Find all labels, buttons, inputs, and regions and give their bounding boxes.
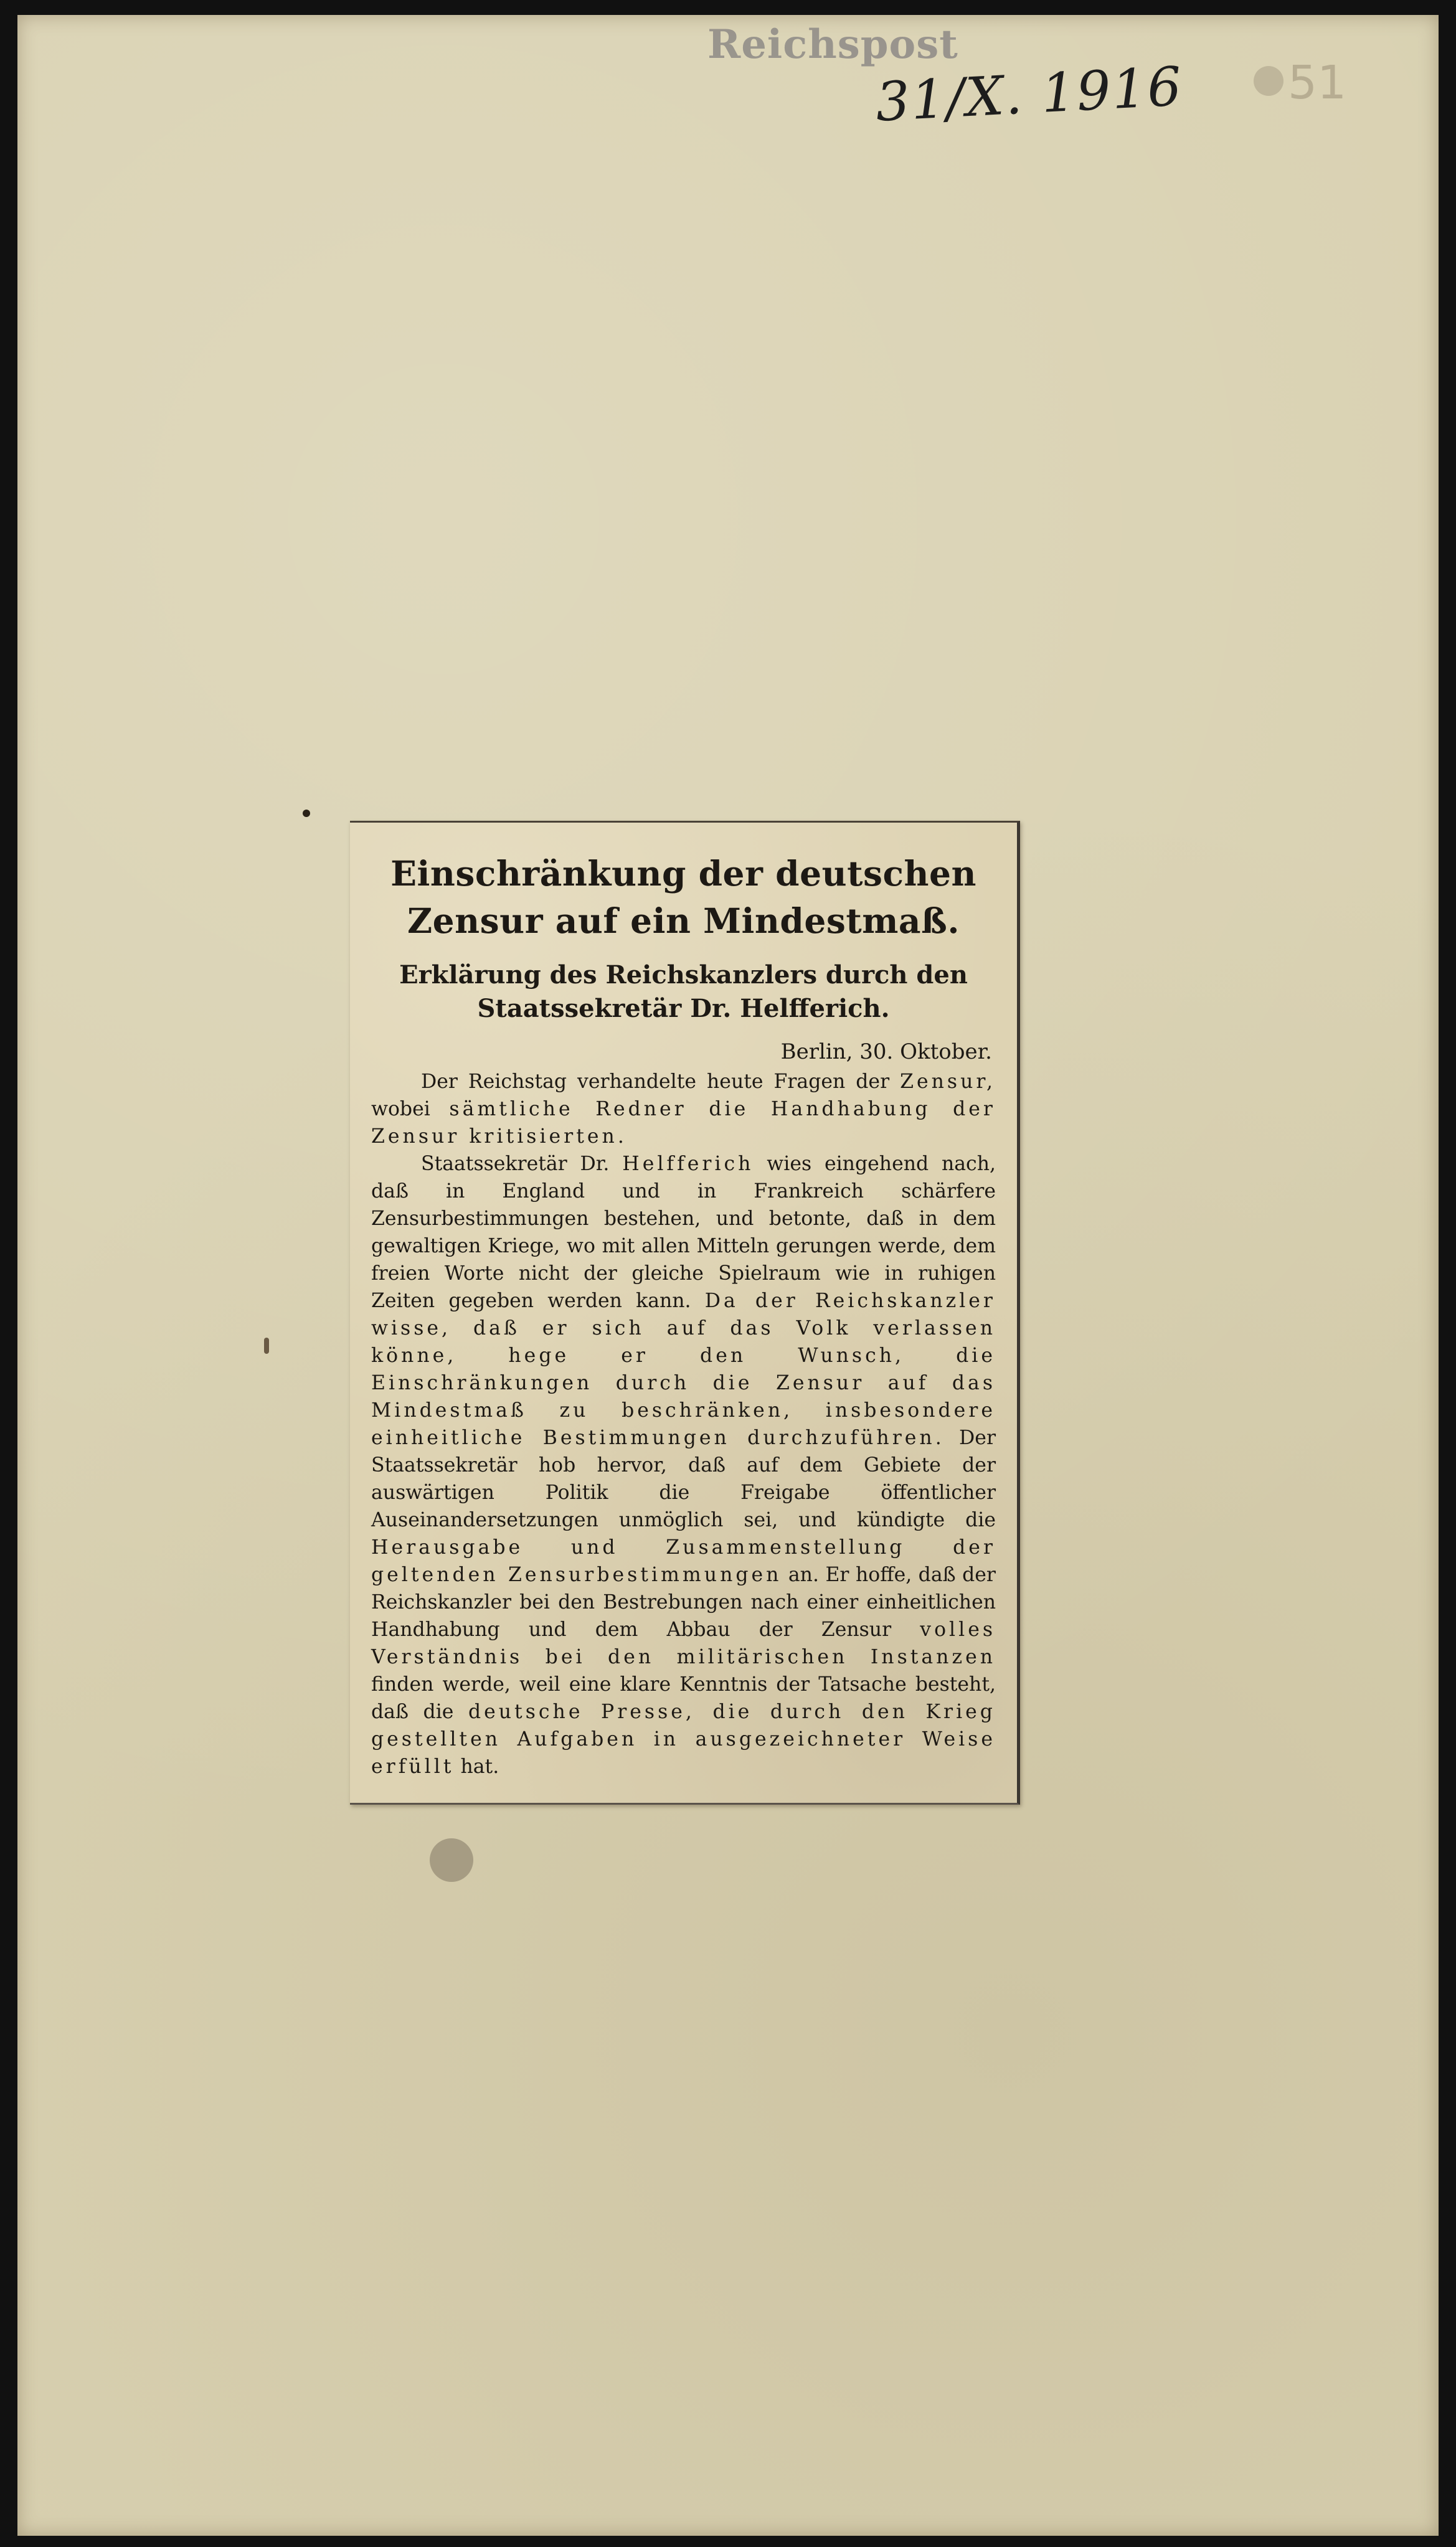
article-headline: Einschränkung der deutschen Zensur auf ein Mindestmaß. bbox=[390, 853, 976, 941]
paper-speck bbox=[303, 810, 310, 817]
spaced-emphasis: Da der Reichskanzler wisse, daß er sich auf das Volk verlassen könne, hege er den Wunsch, die Einschränkungen durch die Zensur auf das Mindestmaß zu beschränken, insbesondere einheitliche Bestimmungen durchzuführen. bbox=[371, 1290, 996, 1449]
handwritten-date: 31/X. 1916 bbox=[874, 55, 1184, 134]
text-run: Der Reichstag verhandelte heute Fragen der bbox=[421, 1070, 901, 1093]
text-run: wies eingehend nach, daß in England und in Frankreich schärfere Zensurbestimmungen bestehen, und betonte, daß in dem gewaltigen Kriege, wo mit allen Mitteln gerungen werde, dem freien Worte nicht der gleiche Spielraum wie in ruhigen Zeiten gegeben werden kann. bbox=[371, 1153, 996, 1312]
folio-number: 51 bbox=[1288, 56, 1347, 110]
newspaper-clipping bbox=[350, 821, 1020, 1805]
article-dateline: Berlin, 30. Oktober. bbox=[780, 1039, 992, 1064]
text-run: hat. bbox=[454, 1755, 499, 1778]
text-run: an. Er hoffe, daß der Reichskanzler bei den Bestrebungen nach einer einheitlichen Handhabung und dem Abbau der Zensur bbox=[371, 1564, 996, 1641]
text-run: wobei bbox=[371, 1098, 450, 1120]
text-run: Der Staatssekretär hob hervor, daß auf dem Gebiete der auswärtigen Politik die Freigabe öffentlicher Auseinandersetzungen unmöglich sei, und kündigte die bbox=[371, 1427, 996, 1531]
folio-mark bbox=[1254, 66, 1283, 96]
paper-speck bbox=[264, 1338, 269, 1354]
article-paragraph bbox=[371, 1150, 996, 1780]
text-run: Staatssekretär Dr. bbox=[421, 1153, 623, 1175]
spaced-emphasis: sämtliche Redner die Handhabung der Zensur kritisierten. bbox=[371, 1098, 996, 1148]
spaced-emphasis: volles Verständnis bei den militärischen Instanzen bbox=[371, 1618, 996, 1668]
text-run: finden werde, weil eine klare Kenntnis der Tatsache besteht, daß die bbox=[371, 1673, 996, 1723]
article-paragraph bbox=[371, 1068, 996, 1150]
article-subheadline: Erklärung des Reichskanzlers durch den Staatssekretär Dr. Helfferich. bbox=[399, 960, 968, 1023]
spaced-emphasis: deutsche Presse, die durch den Krieg gestellten Aufgaben in ausgezeichneter Weise erfüllt bbox=[371, 1701, 996, 1778]
paper-stain bbox=[430, 1838, 473, 1882]
spaced-emphasis: Herausgabe und Zusammenstellung der geltenden Zensurbestimmungen bbox=[371, 1536, 996, 1586]
article-body bbox=[371, 1068, 996, 1780]
spaced-emphasis: Zensur, bbox=[900, 1070, 996, 1093]
archive-stamp: Reichspost bbox=[707, 21, 958, 68]
spaced-emphasis: Helfferich bbox=[622, 1153, 754, 1175]
